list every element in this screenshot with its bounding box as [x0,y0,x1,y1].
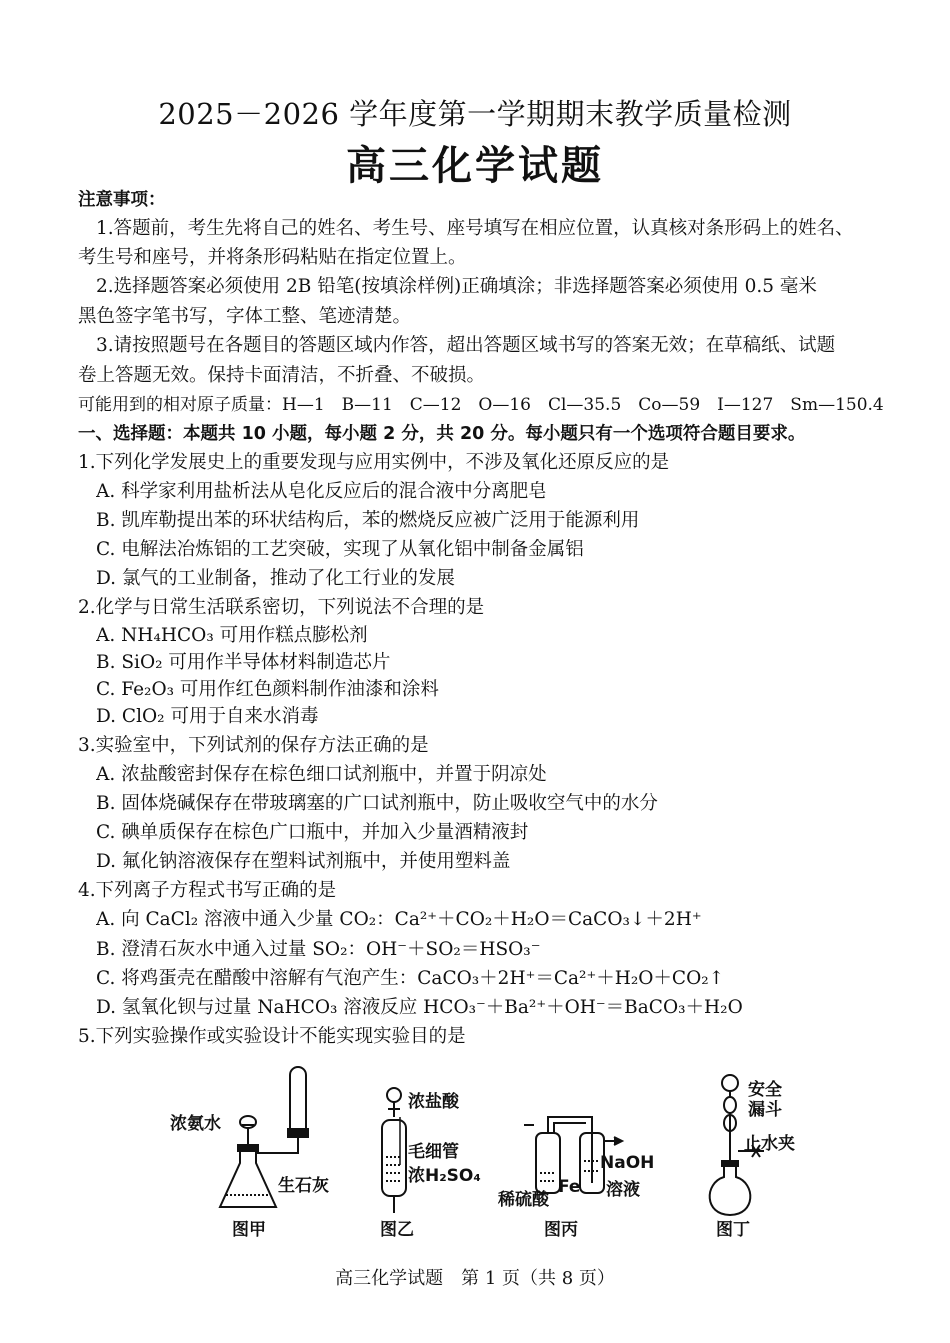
q2-stem: 2.化学与日常生活联系密切，下列说法不合理的是 [78,597,485,618]
label-safety-1: 安全 [748,1080,782,1100]
q1-option-b: B. 凯库勒提出苯的环状结构后，苯的燃烧反应被广泛用于能源利用 [96,510,640,531]
notice-item-1b: 考生号和座号，并将条形码粘贴在指定位置上。 [78,247,467,268]
notice-item-3b: 卷上答题无效。保持卡面清洁，不折叠、不破损。 [78,365,486,386]
q2-option-a: A. NH₄HCO₃ 可用作糕点膨松剂 [96,625,368,646]
q1-option-d: D. 氯气的工业制备，推动了化工行业的发展 [96,568,455,589]
q4-option-b: B. 澄清石灰水中通入过量 SO₂：OH⁻＋SO₂＝HSO₃⁻ [96,939,541,960]
q2-option-d: D. ClO₂ 可用于自来水消毒 [96,706,319,727]
label-capillary: 毛细管 [408,1142,459,1162]
q1-stem: 1.下列化学发展史上的重要发现与应用实例中，不涉及氧化还原反应的是 [78,452,670,473]
q4-option-a: A. 向 CaCl₂ 溶液中通入少量 CO₂：Ca²⁺＋CO₂＋H₂O＝CaCO₃↓＋2H⁺ [96,909,702,930]
caption-yi: 图乙 [380,1220,414,1240]
notice-item-2a: 2.选择题答案必须使用 2B 铅笔(按填涂样例)正确填涂；非选择题答案必须使用 0.5 毫米 [96,276,817,297]
page-footer: 高三化学试题 第 1 页（共 8 页） [335,1268,615,1289]
q1-option-a: A. 科学家利用盐析法从皂化反应后的混合液中分离肥皂 [96,481,547,502]
label-ammonia: 浓氨水 [170,1114,221,1134]
q5-figures [160,1065,800,1250]
q3-option-d: D. 氟化钠溶液保存在塑料试剂瓶中，并使用塑料盖 [96,851,511,872]
q1-option-c: C. 电解法冶炼铝的工艺突破，实现了从氧化铝中制备金属铝 [96,539,584,560]
notice-item-3a: 3.请按照题号在各题目的答题区域内作答，超出答题区域书写的答案无效；在草稿纸、试题 [96,335,836,356]
subject-title: 高三化学试题 [346,143,604,189]
label-safety-2: 漏斗 [748,1100,782,1120]
label-conc-hcl: 浓盐酸 [408,1092,459,1112]
exam-title: 2025－2026 学年度第一学期期末教学质量检测 [158,97,792,131]
q2-option-b: B. SiO₂ 可用作半导体材料制造芯片 [96,652,391,673]
caption-jia: 图甲 [232,1220,266,1240]
q3-stem: 3.实验室中，下列试剂的保存方法正确的是 [78,735,429,756]
label-water-clamp: 止水夹 [744,1134,795,1154]
label-fe: Fe [558,1177,581,1197]
notice-heading: 注意事项： [78,190,166,210]
q4-option-c: C. 将鸡蛋壳在醋酸中溶解有气泡产生：CaCO₃＋2H⁺＝Ca²⁺＋H₂O＋CO₂↑ [96,968,725,989]
notice-item-1a: 1.答题前，考生先将自己的姓名、考生号、座号填写在相应位置，认真核对条形码上的姓名、 [96,218,854,239]
label-conc-h2so4: 浓H₂SO₄ [408,1166,481,1186]
label-naoh: NaOH [600,1153,655,1173]
figure-yi-drawing [382,1088,406,1213]
q4-option-d: D. 氢氧化钡与过量 NaHCO₃ 溶液反应 HCO₃⁻＋Ba²⁺＋OH⁻＝BaCO₃＋H₂O [96,997,743,1018]
q3-option-a: A. 浓盐酸密封保存在棕色细口试剂瓶中，并置于阴凉处 [96,764,547,785]
q3-option-b: B. 固体烧碱保存在带玻璃塞的广口试剂瓶中，防止吸收空气中的水分 [96,793,658,814]
label-lime: 生石灰 [278,1176,329,1196]
section-heading: 一、选择题：本题共 10 小题，每小题 2 分，共 20 分。每小题只有一个选项符合题目要求。 [78,424,806,444]
q2-option-c: C. Fe₂O₃ 可用作红色颜料制作油漆和涂料 [96,679,439,700]
q4-stem: 4.下列离子方程式书写正确的是 [78,880,337,901]
atomic-masses: 可能用到的相对原子质量：H—1 B—11 C—12 O—16 Cl—35.5 Co—59 I—127 Sm—150.4 [78,395,884,415]
q3-option-c: C. 碘单质保存在棕色广口瓶中，并加入少量酒精液封 [96,822,529,843]
label-dilute-acid: 稀硫酸 [498,1190,549,1210]
label-solution: 溶液 [606,1180,640,1200]
caption-bing: 图丙 [544,1220,578,1240]
notice-item-2b: 黑色签字笔书写，字体工整、笔迹清楚。 [78,306,412,327]
caption-ding: 图丁 [716,1220,750,1240]
q5-stem: 5.下列实验操作或实验设计不能实现实验目的是 [78,1026,466,1047]
